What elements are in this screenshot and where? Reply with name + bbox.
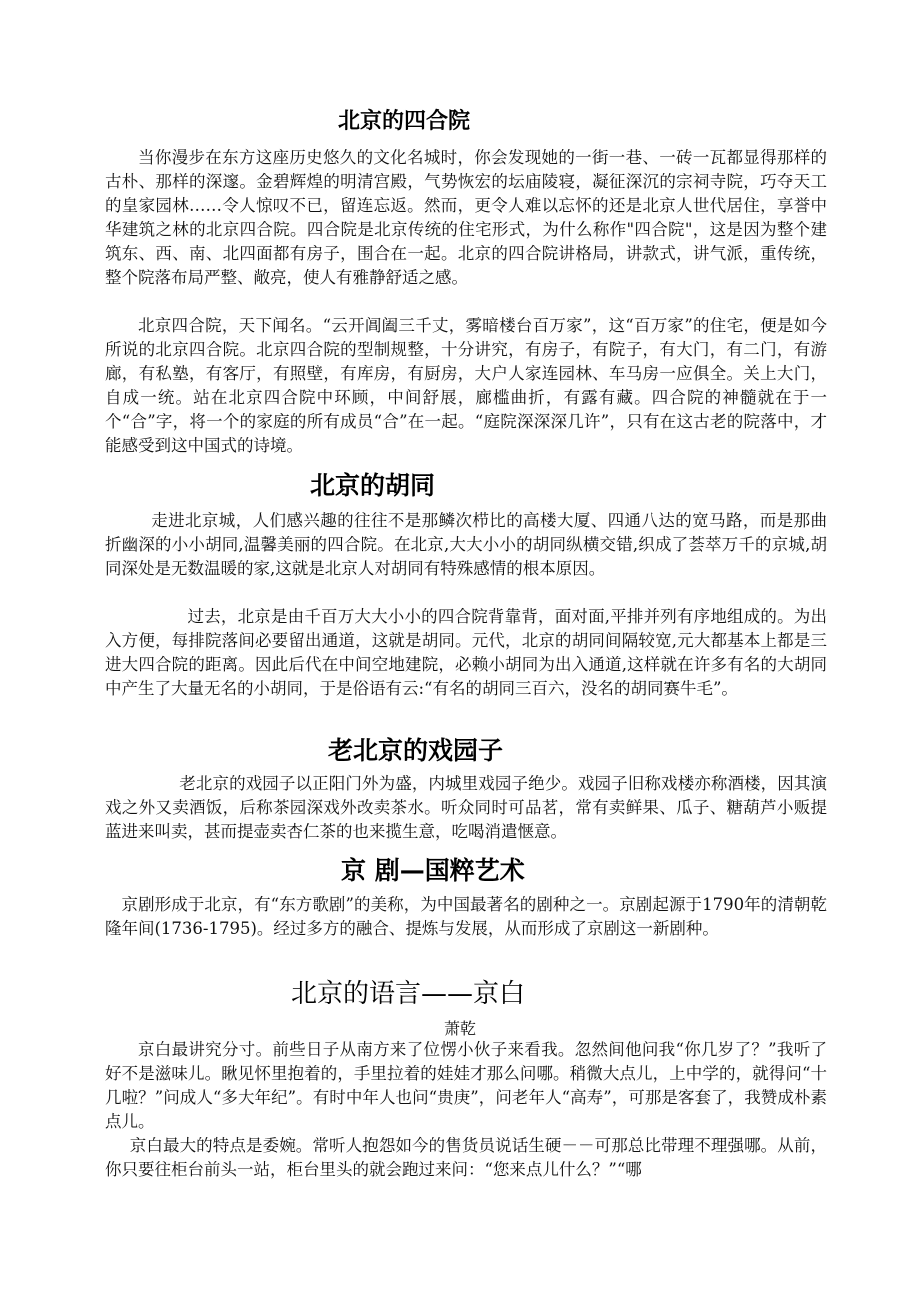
section-title-jingbai: 北京的语言——京白 [291,979,526,1009]
paragraph-jingju-1: 京剧形成于北京，有“东方歌剧”的美称，为中国最著名的剧种之一。京剧起源于1790年的清朝乾隆年间(1736-1795)。经过多方的融合、提炼与发展，从而形成了京剧这一新剧种。 [105,895,827,938]
section-title-hutong: 北京的胡同 [310,471,436,500]
paragraph-xiyuanzi-1: 老北京的戏园子以正阳门外为盛，内城里戏园子绝少。戏园子旧称戏楼亦称酒楼，因其演戏之外又卖酒饭，后称茶园深戏外改卖茶水。听众同时可品茗，常有卖鲜果、瓜子、糖葫芦小贩提蓝进来叫卖，甚而提壶卖杏仁茶的也来揽生意，吃喝消遣惬意。 [105,774,827,841]
paragraph-siheyuan-2: 北京四合院，天下闻名。“云开阊阖三千丈，雾暗楼台百万家”，这“百万家”的住宅，便是如今所说的北京四合院。北京四合院的型制规整，十分讲究，有房子，有院子，有大门，有二门，有游廊，有私塾，有客厅，有照壁，有库房，有厨房，大户人家连园林、车马房一应俱全。关上大门，自成一统。站在北京四合院中环顾，中间舒展，廊槛曲折，有露有藏。四合院的神髓就在于一个“合”字，将一个的家庭的所有成员“合”在一起。“庭院深深深几许”，只有在这古老的院落中，才能感受到这中国式的诗境。 [105,316,827,455]
paragraph-jingbai-1: 京白最讲究分寸。前些日子从南方来了位愣小伙子来看我。忽然间他问我“你几岁了？”我听了好不是滋味儿。瞅见怀里抱着的，手里拉着的娃娃才那么问哪。稍微大点儿，上中学的，就得问“十几啦？”问成人“多大年纪”。有时中年人也问“贵庚”，问老年人“高寿”，可那是客套了，我赞成朴素点儿。 [105,1040,827,1131]
section-title-xiyuanzi: 老北京的戏园子 [328,736,504,765]
paragraph-hutong-2: 过去，北京是由千百万大大小小的四合院背靠背，面对面,平排并列有序地组成的。为出入方便，每排院落间必要留出通道，这就是胡同。元代，北京的胡同间隔较宽,元大都基本上都是三进大四合院的距离。因此后代在中间空地建院，必赖小胡同为出入通道,这样就在许多有名的大胡同中产生了大量无名的小胡同，于是俗语有云:“有名的胡同三百六，没名的胡同赛牛毛”。 [105,607,827,698]
section-title-jingju: 京 剧—国粹艺术 [341,856,525,885]
section-title-siheyuan: 北京的四合院 [338,109,471,134]
paragraph-jingbai-2: 京白最大的特点是委婉。常听人抱怨如今的售货员说话生硬－－可那总比带理不理强哪。从前，你只要往柜台前头一站，柜台里头的就会跑过来问：“您来点儿什么？”“哪 [105,1136,827,1179]
paragraph-hutong-1: 走进北京城，人们感兴趣的往往不是那鳞次栉比的高楼大厦、四通八达的宽马路，而是那曲折幽深的小小胡同,温馨美丽的四合院。在北京,大大小小的胡同纵横交错,织成了荟萃万千的京城,胡同深处是无数温暖的家,这就是北京人对胡同有特殊感情的根本原因。 [105,511,827,578]
author-name: 萧乾 [443,1019,476,1038]
paragraph-siheyuan-1: 当你漫步在东方这座历史悠久的文化名城时，你会发现她的一街一巷、一砖一瓦都显得那样的古朴、那样的深邃。金碧辉煌的明清宫殿，气势恢宏的坛庙陵寝，凝征深沉的宗祠寺院，巧夺天工的皇家园林……令人惊叹不已，留连忘返。然而，更令人难以忘怀的还是北京人世代居住，享誉中华建筑之林的北京四合院。四合院是北京传统的住宅形式，为什么称作"四合院"，这是因为整个建筑东、西、南、北四面都有房子，围合在一起。北京的四合院讲格局，讲款式，讲气派，重传统，整个院落布局严整、敞亮，使人有雅静舒适之感。 [105,148,827,287]
